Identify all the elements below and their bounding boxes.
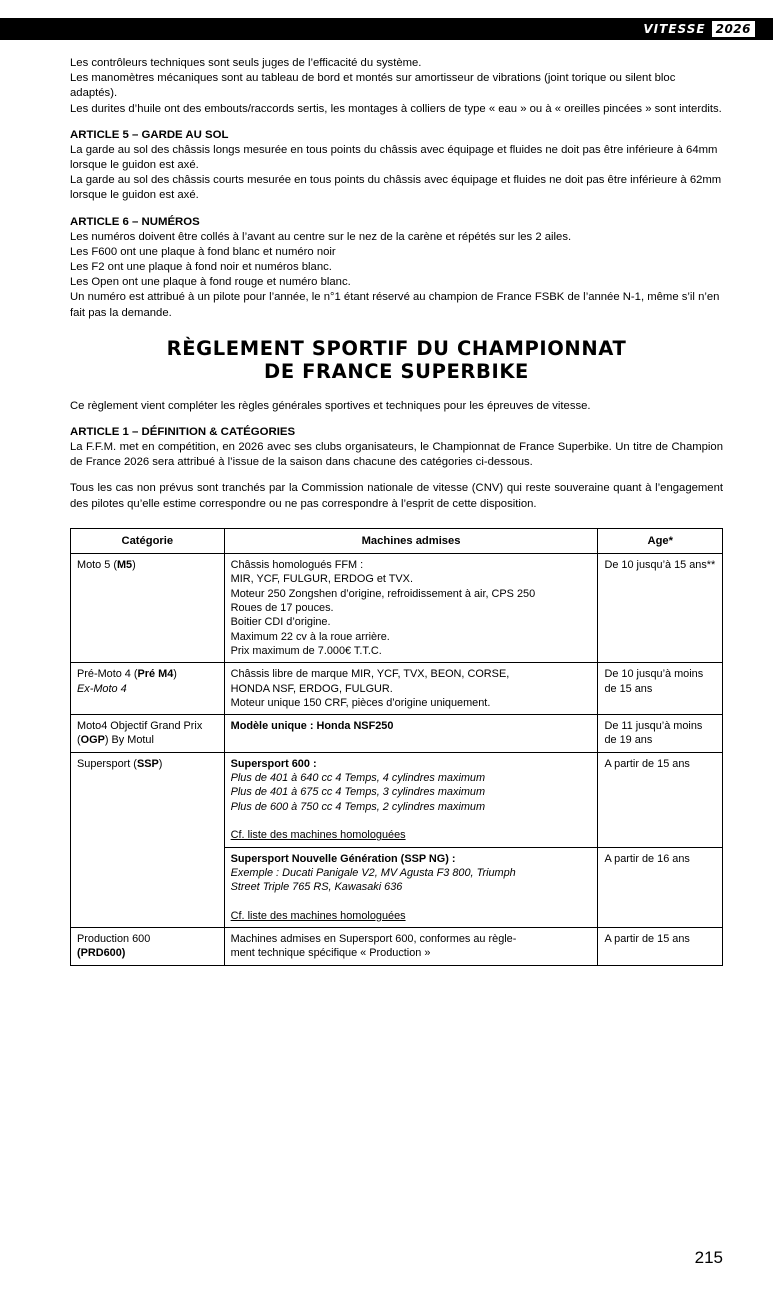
homologation-list-link[interactable]: Cf. liste des machines homologuées <box>230 909 406 922</box>
cell-age-ogp: De 11 jusqu’à moins de 19 ans <box>598 715 723 753</box>
cell-age-premoto4: De 10 jusqu’à moins de 15 ans <box>598 663 723 715</box>
categories-table <box>70 528 723 966</box>
article-1-title: ARTICLE 1 – DÉFINITION & CATÉGORIES <box>70 426 296 439</box>
page-header-band <box>0 18 773 40</box>
cell-age-prd600: A partir de 15 ans <box>598 927 723 965</box>
category-text: Pré-Moto 4 ( <box>77 668 138 681</box>
machine-line: Machines admises en Supersport 600, conformes au règle- <box>230 932 517 945</box>
machine-line: Prix maximum de 7.000€ T.T.C. <box>230 644 382 657</box>
table-row <box>71 715 723 753</box>
article-6-line-5: Un numéro est attribué à un pilote pour l’année, le n°1 étant réservé au champion de France FSBK de l’année N-1, même s’il n’en fait pas la demande. <box>70 291 720 319</box>
machine-line: Roues de 17 pouces. <box>230 602 334 615</box>
table-row <box>71 927 723 965</box>
category-tail: ) <box>132 559 136 572</box>
article-6-line-3: Les F2 ont une plaque à fond noir et numéros blanc. <box>70 261 332 274</box>
cell-machines-ogp: Modèle unique : Honda NSF250 <box>224 715 598 753</box>
machine-heading: Supersport 600 : <box>230 757 317 770</box>
category-code: SSP <box>136 757 159 770</box>
machine-line: Plus de 401 à 675 cc 4 Temps, 3 cylindres maximum <box>230 786 486 799</box>
article-5-line-1: La garde au sol des châssis longs mesurée en tous points du châssis avec équipage et fluides ne doit pas être inférieure à 64mm lorsque le guidon est axé. <box>70 143 718 172</box>
intro-line-1: Les contrôleurs techniques sont seuls juges de l’efficacité du système. <box>70 57 422 69</box>
table-header-row <box>71 528 723 553</box>
cell-category-supersport <box>71 752 225 927</box>
category-code: (PRD600) <box>77 947 126 960</box>
article-5-title: ARTICLE 5 – GARDE AU SOL <box>70 128 229 141</box>
brand-word: VITESSE <box>643 22 706 36</box>
category-text: Moto4 Objectif Grand Prix ( <box>77 720 203 747</box>
cell-machines-ssp600 <box>224 752 598 847</box>
table-row <box>71 752 723 847</box>
machine-line: MIR, YCF, FULGUR, ERDOG et TVX. <box>230 573 413 586</box>
article-6-line-2: Les F600 ont une plaque à fond blanc et numéro noir <box>70 245 336 258</box>
page-title-line-2: DE FRANCE SUPERBIKE <box>264 359 529 383</box>
machine-line: Maximum 22 cv à la roue arrière. <box>230 630 390 643</box>
machine-line: Moteur unique 150 CRF, pièces d’origine uniquement. <box>230 696 491 709</box>
intro-line-2: Les manomètres mécaniques sont au tableau de bord et montés sur amortisseur de vibrations (joint torique ou silent bloc adaptés). <box>70 72 676 100</box>
table-row <box>71 663 723 715</box>
machine-line: ment technique spécifique « Production » <box>230 947 431 960</box>
document-content <box>70 56 723 966</box>
machine-line: HONDA NSF, ERDOG, FULGUR. <box>230 682 393 695</box>
page-title-line-1: RÈGLEMENT SPORTIF DU CHAMPIONNAT <box>166 336 627 360</box>
category-code: Pré M4 <box>137 668 174 681</box>
cell-machines-sspng <box>224 847 598 927</box>
cell-category-premoto4 <box>71 663 225 715</box>
brand-logo <box>643 18 755 40</box>
machine-line: Châssis libre de marque MIR, YCF, TVX, BEON, CORSE, <box>230 668 510 681</box>
category-tail: ) By Motul <box>104 734 154 747</box>
category-tail: ) <box>158 757 163 770</box>
cell-category-prd600 <box>71 927 225 965</box>
machine-line: Plus de 401 à 640 cc 4 Temps, 4 cylindres maximum <box>230 772 486 785</box>
category-tail: ) <box>173 668 177 681</box>
cell-machines-prd600 <box>224 927 598 965</box>
article-1-paragraph-2: Tous les cas non prévus sont tranchés par la Commission nationale de vitesse (CNV) qui reste souveraine quant à l’engagement des pilotes qu’elle estime correspondre ou ne pas correspondre à l’esprit de cette disposition. <box>70 482 723 510</box>
article-6-line-4: Les Open ont une plaque à fond rouge et numéro blanc. <box>70 276 351 289</box>
header-category: Catégorie <box>71 528 225 553</box>
header-age: Age* <box>598 528 723 553</box>
machine-heading-code: SSP NG <box>404 852 446 865</box>
category-text: Production 600 <box>77 932 151 945</box>
machine-line: Moteur 250 Zongshen d’origine, refroidissement à air, CPS 250 <box>230 587 536 600</box>
category-text: Moto 5 ( <box>77 559 117 572</box>
cell-machines-premoto4 <box>224 663 598 715</box>
article-6-title: ARTICLE 6 – NUMÉROS <box>70 215 200 228</box>
article-6-line-1: Les numéros doivent être collés à l’avant au centre sur le nez de la carène et répétés sur les 2 ailes. <box>70 230 572 243</box>
header-machines: Machines admises <box>224 528 598 553</box>
machine-line: Châssis homologués FFM : <box>230 559 364 572</box>
machine-line: Plus de 600 à 750 cc 4 Temps, 2 cylindres maximum <box>230 800 486 813</box>
machine-line: Street Triple 765 RS, Kawasaki 636 <box>230 881 403 894</box>
cell-category-moto5 <box>71 554 225 663</box>
machine-heading <box>231 852 592 866</box>
machine-line: Boitier CDI d’origine. <box>230 616 331 629</box>
category-code: OGP <box>80 734 105 747</box>
homologation-list-link[interactable]: Cf. liste des machines homologuées <box>230 829 406 842</box>
category-text: Supersport ( <box>77 757 137 770</box>
cell-category-ogp <box>71 715 225 753</box>
machine-line: Exemple : Ducati Panigale V2, MV Agusta F3 800, Triumph <box>230 866 516 879</box>
page-number: 215 <box>694 1248 723 1267</box>
cell-age-sspng: A partir de 16 ans <box>598 847 723 927</box>
machine-heading-tail: ) : <box>445 852 456 865</box>
machine-heading-text: Supersport Nouvelle Génération ( <box>230 852 405 865</box>
cell-age-ssp600: A partir de 15 ans <box>598 752 723 847</box>
article-5-line-2: La garde au sol des châssis courts mesurée en tous points du châssis avec équipage et fluides ne doit pas être inférieure à 62mm lorsque le guidon est axé. <box>70 174 722 202</box>
table-row <box>71 554 723 663</box>
article-1-paragraph-1: La F.F.M. met en compétition, en 2026 avec ses clubs organisateurs, le Championnat de France Superbike. Un titre de Champion de France 2026 sera attribué à l’issue de la saison dans chacune des catégories ci-dessous. <box>70 441 723 469</box>
brand-year: 2026 <box>712 21 755 37</box>
lead-paragraph: Ce règlement vient compléter les règles générales sportives et techniques pour les épreuves de vitesse. <box>70 399 591 412</box>
cell-machines-moto5 <box>224 554 598 663</box>
category-code: M5 <box>116 559 133 572</box>
category-former-name: Ex-Moto 4 <box>77 682 127 695</box>
cell-age-moto5: De 10 jusqu’à 15 ans** <box>598 554 723 663</box>
intro-line-3: Les durites d’huile ont des embouts/raccords sertis, les montages à colliers de type « eau » ou à « oreilles pincées » sont interdits. <box>70 102 722 115</box>
